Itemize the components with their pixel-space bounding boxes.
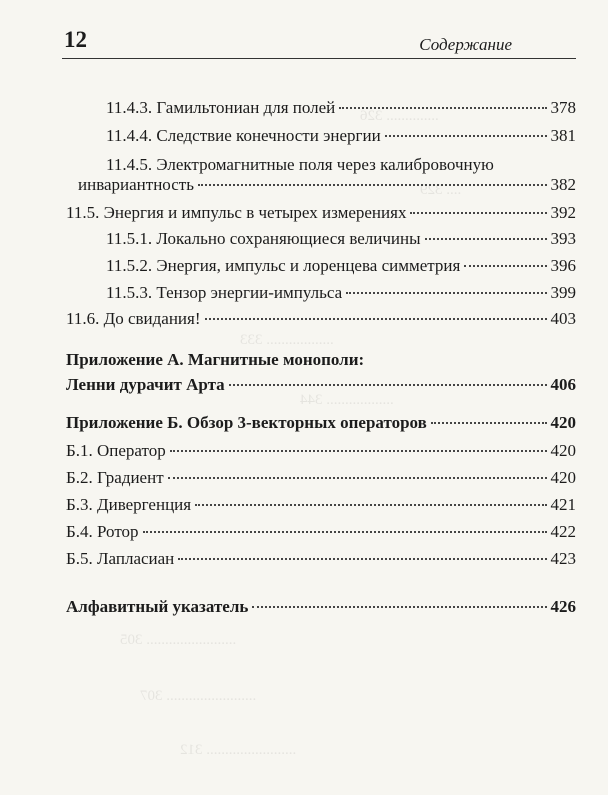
toc-entry[interactable]: [66, 306, 576, 332]
toc-entry-index[interactable]: [66, 594, 576, 620]
entry-title-line1: 11.4.5. Электромагнитные поля через калибровочную: [106, 155, 494, 174]
toc-entry[interactable]: [106, 123, 576, 149]
entry-title: 11.5. Энергия и импульс в четырех измерениях: [66, 203, 407, 222]
entry-page: 422: [550, 522, 576, 541]
entry-title: Б.1. Оператор: [66, 441, 166, 460]
dot-leader: [205, 318, 547, 320]
page-number: 12: [64, 27, 87, 52]
entry-title: 11.5.1. Локально сохраняющиеся величины: [106, 229, 421, 248]
toc-entry[interactable]: [66, 492, 576, 518]
toc-entry-appendix[interactable]: [66, 410, 576, 436]
entry-page: 382: [550, 175, 576, 194]
entry-title: Б.3. Дивергенция: [66, 495, 192, 514]
entry-title: инвариантность: [78, 175, 194, 194]
dot-leader: [195, 504, 546, 506]
dot-leader: [410, 212, 546, 214]
entry-page: 403: [550, 309, 576, 328]
entry-title: 11.4.4. Следствие конечности энергии: [106, 126, 381, 145]
toc-entry[interactable]: [78, 172, 576, 198]
toc-entry[interactable]: [106, 253, 576, 279]
dot-leader: [178, 558, 546, 560]
dot-leader: [464, 265, 546, 267]
entry-page: 420: [550, 413, 576, 432]
entry-page: 421: [550, 495, 576, 514]
show-through-bleed: .............. 326 .... 329 .................. 333 .................. 344 ........................ 305 ........................ 307 ........................ 312: [120, 108, 462, 758]
dot-leader: [252, 606, 546, 608]
dot-leader: [425, 238, 547, 240]
toc-entry[interactable]: [66, 519, 576, 545]
toc-entry[interactable]: [66, 200, 576, 226]
entry-title: Б.5. Лапласиан: [66, 549, 175, 568]
entry-page: 392: [550, 203, 576, 222]
entry-page: 426: [550, 597, 576, 616]
toc-entry[interactable]: [106, 95, 576, 121]
entry-page: 381: [550, 126, 576, 145]
entry-page: 396: [550, 256, 576, 275]
entry-title: 11.4.3. Гамильтониан для полей: [106, 98, 336, 117]
entry-title: 11.6. До свидания!: [66, 309, 201, 328]
entry-page: 399: [550, 283, 576, 302]
toc-entry[interactable]: [106, 280, 576, 306]
entry-page: 420: [550, 468, 576, 487]
dot-leader: [198, 184, 547, 186]
entry-page: 378: [550, 98, 576, 117]
entry-title: Алфавитный указатель: [66, 597, 249, 616]
entry-title: Ленни дурачит Арта: [66, 375, 225, 394]
entry-page: 423: [550, 549, 576, 568]
toc-entry[interactable]: [66, 438, 576, 464]
dot-leader: [168, 477, 547, 479]
entry-title: Приложение Б. Обзор 3-векторных операторов: [66, 413, 427, 432]
dot-leader: [431, 422, 547, 424]
dot-leader: [229, 384, 547, 386]
entry-title: 11.5.2. Энергия, импульс и лоренцева симметрия: [106, 256, 461, 275]
dot-leader: [346, 292, 546, 294]
dot-leader: [339, 107, 546, 109]
dot-leader: [385, 135, 547, 137]
appendix-a-title-line1: Приложение А. Магнитные монополи:: [66, 350, 365, 369]
dot-leader: [170, 450, 547, 452]
toc-entry[interactable]: [66, 546, 576, 572]
toc-entry[interactable]: [106, 226, 576, 252]
entry-page: 393: [550, 229, 576, 248]
toc-entry[interactable]: [66, 465, 576, 491]
entry-page: 420: [550, 441, 576, 460]
toc-entry-appendix[interactable]: [66, 372, 576, 398]
running-title: Содержание: [419, 35, 512, 54]
dot-leader: [143, 531, 547, 533]
entry-page: 406: [550, 375, 576, 394]
entry-title: 11.5.3. Тензор энергии-импульса: [106, 283, 343, 302]
entry-title: Б.2. Градиент: [66, 468, 164, 487]
entry-title: Б.4. Ротор: [66, 522, 139, 541]
